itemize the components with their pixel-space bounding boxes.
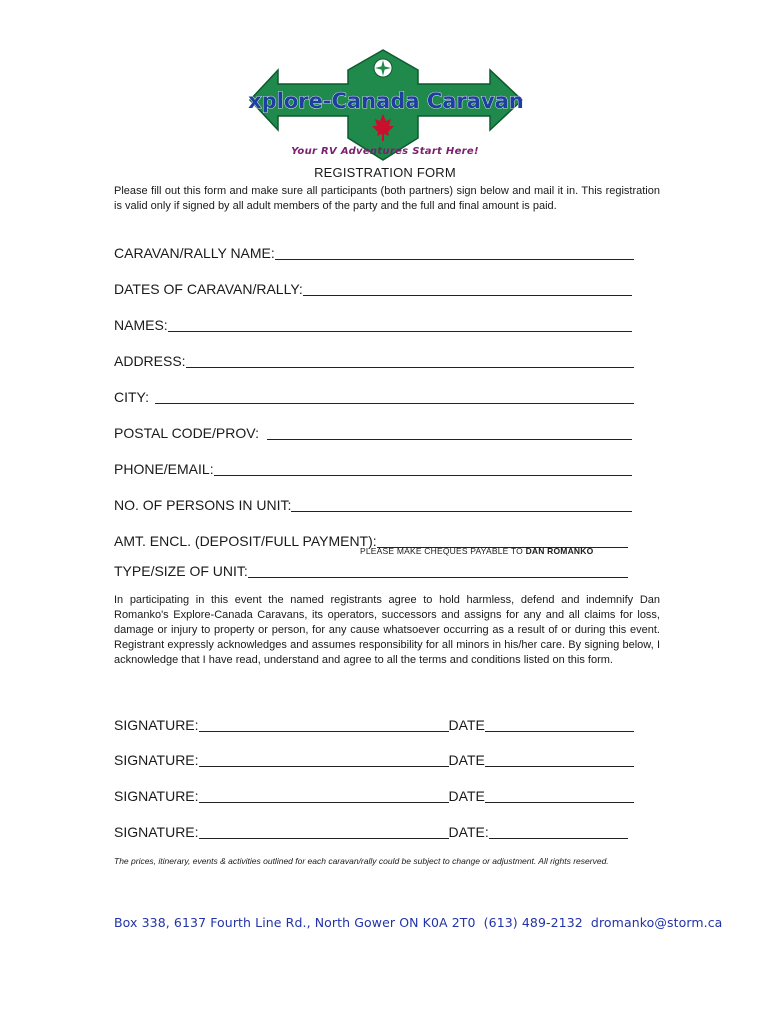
persons-field[interactable]: [114, 494, 632, 514]
phone-email-label: PHONE/EMAIL:: [114, 461, 214, 477]
disclaimer: The prices, itinerary, events & activities outlined for each caravan/rally could be subject to change or adjustment. All rights reserved.: [114, 856, 609, 866]
city-label: CITY:: [114, 389, 150, 405]
logo-text: Explore-Canada Caravans: [248, 89, 524, 113]
date-label: DATE: [448, 717, 485, 733]
date-label: DATE: [448, 752, 485, 768]
signature-line[interactable]: [199, 717, 449, 732]
signature-line[interactable]: [199, 824, 449, 839]
names-line[interactable]: [168, 317, 632, 332]
postal-code-field[interactable]: [114, 422, 632, 442]
date-label: DATE: [448, 788, 485, 804]
persons-line[interactable]: [291, 497, 632, 512]
signature-row[interactable]: [114, 821, 628, 841]
caravan-name-label: CARAVAN/RALLY NAME:: [114, 245, 275, 261]
signature-label: SIGNATURE:: [114, 752, 199, 768]
caravan-name-line[interactable]: [275, 245, 634, 260]
footer-address: Box 338, 6137 Fourth Line Rd., North Gower ON K0A 2T0: [114, 915, 476, 930]
postal-code-line[interactable]: [267, 425, 632, 440]
signature-label: SIGNATURE:: [114, 824, 199, 840]
address-field[interactable]: [114, 350, 634, 370]
cheque-payee: DAN ROMANKO: [525, 546, 594, 556]
date-label: DATE:: [448, 824, 489, 840]
unit-type-line[interactable]: [248, 563, 628, 578]
address-label: ADDRESS:: [114, 353, 186, 369]
cheque-note: [360, 546, 593, 556]
date-line[interactable]: [485, 717, 634, 732]
names-label: NAMES:: [114, 317, 168, 333]
date-line[interactable]: [485, 788, 634, 803]
names-field[interactable]: [114, 314, 632, 334]
amount-label: AMT. ENCL. (DEPOSIT/FULL PAYMENT):: [114, 533, 377, 549]
address-line[interactable]: [186, 353, 634, 368]
unit-type-field[interactable]: [114, 560, 628, 580]
form-instructions: Please fill out this form and make sure all participants (both partners) sign below and mail it in. This registration is valid only if signed by all adult members of the party and the full and final amount is paid.: [114, 185, 660, 212]
signature-line[interactable]: [199, 752, 449, 767]
signature-row[interactable]: [114, 749, 634, 769]
logo-tagline: Your RV Adventures Start Here!: [291, 146, 479, 157]
unit-type-label: TYPE/SIZE OF UNIT:: [114, 563, 248, 579]
caravan-name-field[interactable]: [114, 242, 634, 262]
cheque-note-text: PLEASE MAKE CHEQUES PAYABLE TO: [360, 546, 523, 556]
form-title: REGISTRATION FORM: [314, 165, 456, 180]
caravan-dates-label: DATES OF CARAVAN/RALLY:: [114, 281, 303, 297]
postal-code-label: POSTAL CODE/PROV:: [114, 425, 259, 441]
liability-waiver: In participating in this event the named registrants agree to hold harmless, defend and indemnify Dan Romanko's Explore-Canada Caravans, its operators, successors and assigns for any and all claims for loss, damage or injury to property or person, for any cause whatsoever occurring as a result of or during this event. Registrant expressly acknowledges and assumes responsibility for all minors in his/her care. By signing below, I acknowledge that I have read, understand and agree to all the terms and conditions listed on this form.: [114, 594, 660, 666]
signature-row[interactable]: [114, 785, 634, 805]
signature-label: SIGNATURE:: [114, 788, 199, 804]
phone-email-line[interactable]: [214, 461, 632, 476]
footer-email[interactable]: dromanko@storm.ca: [590, 915, 723, 930]
caravan-dates-field[interactable]: [114, 278, 632, 298]
city-field[interactable]: [114, 386, 634, 406]
contact-footer: [114, 915, 726, 930]
phone-email-field[interactable]: [114, 458, 632, 478]
date-line[interactable]: [489, 824, 628, 839]
signature-line[interactable]: [199, 788, 449, 803]
signature-label: SIGNATURE:: [114, 717, 199, 733]
persons-label: NO. OF PERSONS IN UNIT:: [114, 497, 292, 513]
signature-row[interactable]: [114, 714, 634, 734]
footer-phone: (613) 489-2132: [483, 915, 583, 930]
caravan-dates-line[interactable]: [303, 281, 632, 296]
date-line[interactable]: [485, 752, 634, 767]
city-line[interactable]: [155, 389, 634, 404]
